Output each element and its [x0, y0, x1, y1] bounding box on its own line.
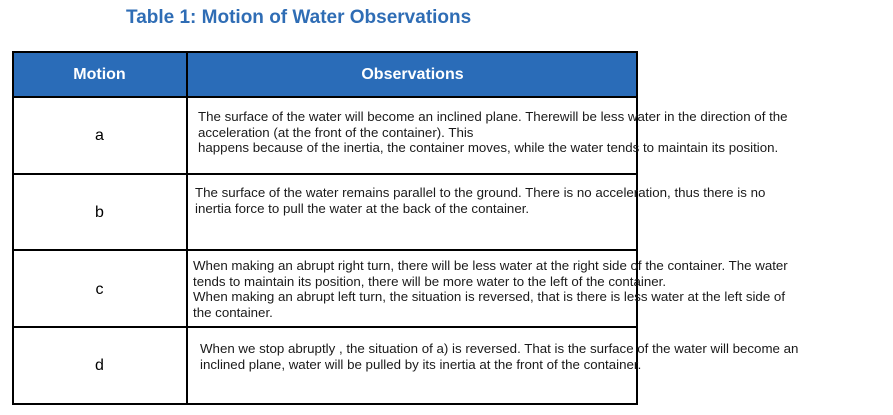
header-observations: Observations — [361, 66, 464, 83]
row-c-motion: c — [95, 281, 104, 298]
row-b-observation: The surface of the water remains parallel to the ground. There is no acceleration, thus there is no inertia force to pull the water at the back of the container. — [195, 185, 766, 216]
row-d-observation: When we stop abruptly , the situation of a) is reversed. That is the surface of the water will become an inclined plane, water will be pulled by its inertia at the front of the container. — [200, 341, 799, 372]
header-motion: Motion — [73, 66, 126, 83]
row-b-motion: b — [95, 204, 104, 221]
row-c-observation: When making an abrupt right turn, there will be less water at the right side of the container. The water tends to maintain its position, there will be more water to the left of the container. When making an abrupt left turn, the situation is reversed, that is there is less water at the left side of the container. — [193, 258, 788, 320]
row-a-observation: The surface of the water will become an inclined plane. Therewill be less water in the direction of the acceleration (at the front of the container). This happens because of the inertia, the container moves, while the water tends to maintain its position. — [198, 109, 788, 155]
row-a-motion: a — [95, 127, 104, 144]
table-title: Table 1: Motion of Water Observations — [126, 7, 472, 28]
row-d-motion: d — [95, 357, 104, 374]
